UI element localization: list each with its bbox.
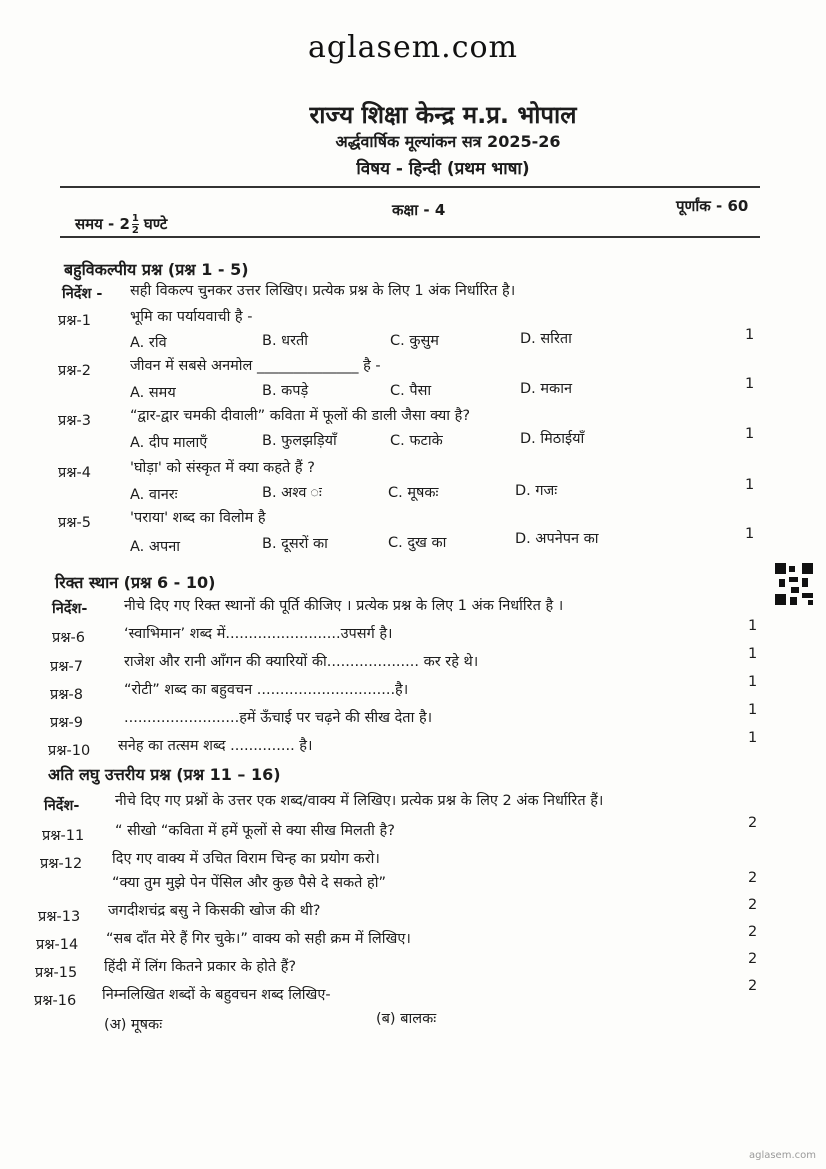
question-text: “रोटी” शब्द का बहुवचन ..............................है। [124,682,409,698]
question-text: 'घोड़ा' को संस्कृत में क्या कहते हैं ? [130,460,315,476]
question-marks: 1 [745,526,755,542]
section-heading-mcq: बहुविकल्पीय प्रश्न (प्रश्न 1 - 5) [64,260,249,279]
question-number: प्रश्न-6 [52,630,85,646]
question-number: प्रश्न-7 [50,659,83,675]
question-text: जगदीशचंद्र बसु ने किसकी खोज की थी? [108,903,321,919]
question-text: राजेश और रानी आँगन की क्यारियों की.................... कर रहे थे। [124,654,479,670]
question-marks: 1 [748,674,758,690]
subject-title: विषय - हिन्दी (प्रथम भाषा) [356,159,530,179]
option-d: D. मिठाईयाँ [520,431,585,447]
question-text: दिए गए वाक्य में उचित विराम चिन्ह का प्रयोग करो। [112,851,380,867]
question-marks: 2 [748,870,758,886]
option-b: B. धरती [262,333,309,349]
option-c: C. पैसा [390,383,432,399]
question-marks: 2 [748,897,758,913]
question-text: जीवन में सबसे अनमोल ______________ है - [130,358,381,374]
option-c: C. दुख का [388,535,447,551]
option-c: C. कुसुम [390,333,439,349]
question-number: प्रश्न-2 [58,363,91,379]
option-b: B. अश्व ः [262,485,322,501]
question-number: प्रश्न-10 [48,743,91,759]
question-marks: 2 [748,924,758,940]
option-a: A. समय [130,385,176,401]
question-number: प्रश्न-11 [42,828,85,844]
question-marks: 1 [748,646,758,662]
question-text: निम्नलिखित शब्दों के बहुवचन शब्द लिखिए- [102,987,331,1003]
max-marks: पूर्णांक - 60 [676,197,749,215]
header-divider-bottom [60,236,760,238]
option-c: C. मूषकः [388,485,439,501]
time-unit: घण्टे [143,215,168,233]
option-a: A. दीप मालाएँ [130,435,208,451]
exam-session: अर्द्धवार्षिक मूल्यांकन सत्र 2025-26 [335,132,561,151]
question-number: प्रश्न-16 [34,993,77,1009]
option-a: A. रवि [130,335,167,351]
option-d: D. गजः [515,483,558,499]
question-marks: 2 [748,978,758,994]
question-text: .........................हमें ऊँचाई पर चढ़ने की सीख देता है। [124,710,433,726]
question-marks: 1 [745,376,755,392]
question-marks: 1 [745,426,755,442]
question-number: प्रश्न-1 [58,313,91,329]
time-fraction [132,213,139,236]
question-number: प्रश्न-9 [50,715,83,731]
question-marks: 1 [748,730,758,746]
header-divider-top [60,186,760,188]
question-text: सनेह का तत्सम शब्द .............. है। [118,738,313,754]
option-d: D. सरिता [520,331,572,347]
direction-text-mcq: सही विकल्प चुनकर उत्तर लिखिए। प्रत्येक प्रश्न के लिए 1 अंक निर्धारित है। [130,283,516,299]
section-heading-fill: रिक्त स्थान (प्रश्न 6 - 10) [55,573,216,592]
question-text: “ सीखो “कविता में हमें फूलों से क्या सीख मिलती है? [115,823,395,839]
question-number: प्रश्न-15 [35,965,78,981]
footer-watermark: aglasem.com [748,1150,816,1161]
time-fraction-numerator: 1 [131,213,139,224]
direction-label-mcq: निर्देश - [62,286,103,302]
question-number: प्रश्न-8 [50,687,83,703]
question-marks: 1 [748,702,758,718]
question-marks: 2 [748,951,758,967]
question-text: ‘स्वाभिमान’ शब्द में.........................उपसर्ग है। [124,626,393,642]
question-text: हिंदी में लिंग कितने प्रकार के होते हैं? [104,959,297,975]
question-number: प्रश्न-5 [58,515,91,531]
option-d: D. मकान [520,381,572,397]
question-text: भूमि का पर्यायवाची है - [130,309,253,325]
question-marks: 1 [745,327,755,343]
direction-label-fill: निर्देश- [52,601,88,617]
question-marks: 1 [745,477,755,493]
question-text: “सब दाँत मेरे हैं गिर चुके।” वाक्य को सही क्रम में लिखिए। [106,931,411,947]
qr-code [775,563,813,605]
sub-question-a: (अ) मूषकः [104,1017,163,1033]
class-label: कक्षा - 4 [392,201,446,219]
board-title: राज्य शिक्षा केन्द्र म.प्र. भोपाल [309,101,577,129]
section-heading-short: अति लघु उत्तरीय प्रश्न (प्रश्न 11 – 16) [48,765,281,784]
direction-label-short: निर्देश- [44,798,80,814]
time-allowed [75,213,167,236]
direction-text-fill: नीचे दिए गए रिक्त स्थानों की पूर्ति कीजिए । प्रत्येक प्रश्न के लिए 1 अंक निर्धारित है । [124,598,564,614]
question-number: प्रश्न-12 [40,856,83,872]
option-c: C. फटाके [390,433,443,449]
time-fraction-denominator: 2 [131,225,139,236]
question-marks: 1 [748,618,758,634]
watermark-brand: aglasem.com [307,30,518,65]
question-text-line-2: “क्या तुम मुझे पेन पेंसिल और कुछ पैसे दे सकते हो” [112,875,386,891]
question-marks: 2 [748,815,758,831]
option-a: A. अपना [130,539,180,555]
question-number: प्रश्न-13 [38,909,81,925]
sub-question-b: (ब) बालकः [376,1011,437,1027]
question-number: प्रश्न-4 [58,465,91,481]
option-a: A. वानरः [130,487,178,503]
option-b: B. दूसरों का [262,536,328,552]
option-d: D. अपनेपन का [515,531,599,547]
time-label: समय - 2 [75,215,130,233]
direction-text-short: नीचे दिए गए प्रश्नों के उत्तर एक शब्द/वाक्य में लिखिए। प्रत्येक प्रश्न के लिए 2 अंक निर्धारित हैं। [115,793,604,809]
question-text: “द्वार-द्वार चमकी दीवाली” कविता में फूलों की डाली जैसा क्या है? [130,408,471,424]
question-number: प्रश्न-14 [36,937,79,953]
option-b: B. फुलझड़ियाँ [262,433,337,449]
question-number: प्रश्न-3 [58,413,91,429]
question-text: 'पराया' शब्द का विलोम है [130,510,266,526]
option-b: B. कपड़े [262,383,309,399]
